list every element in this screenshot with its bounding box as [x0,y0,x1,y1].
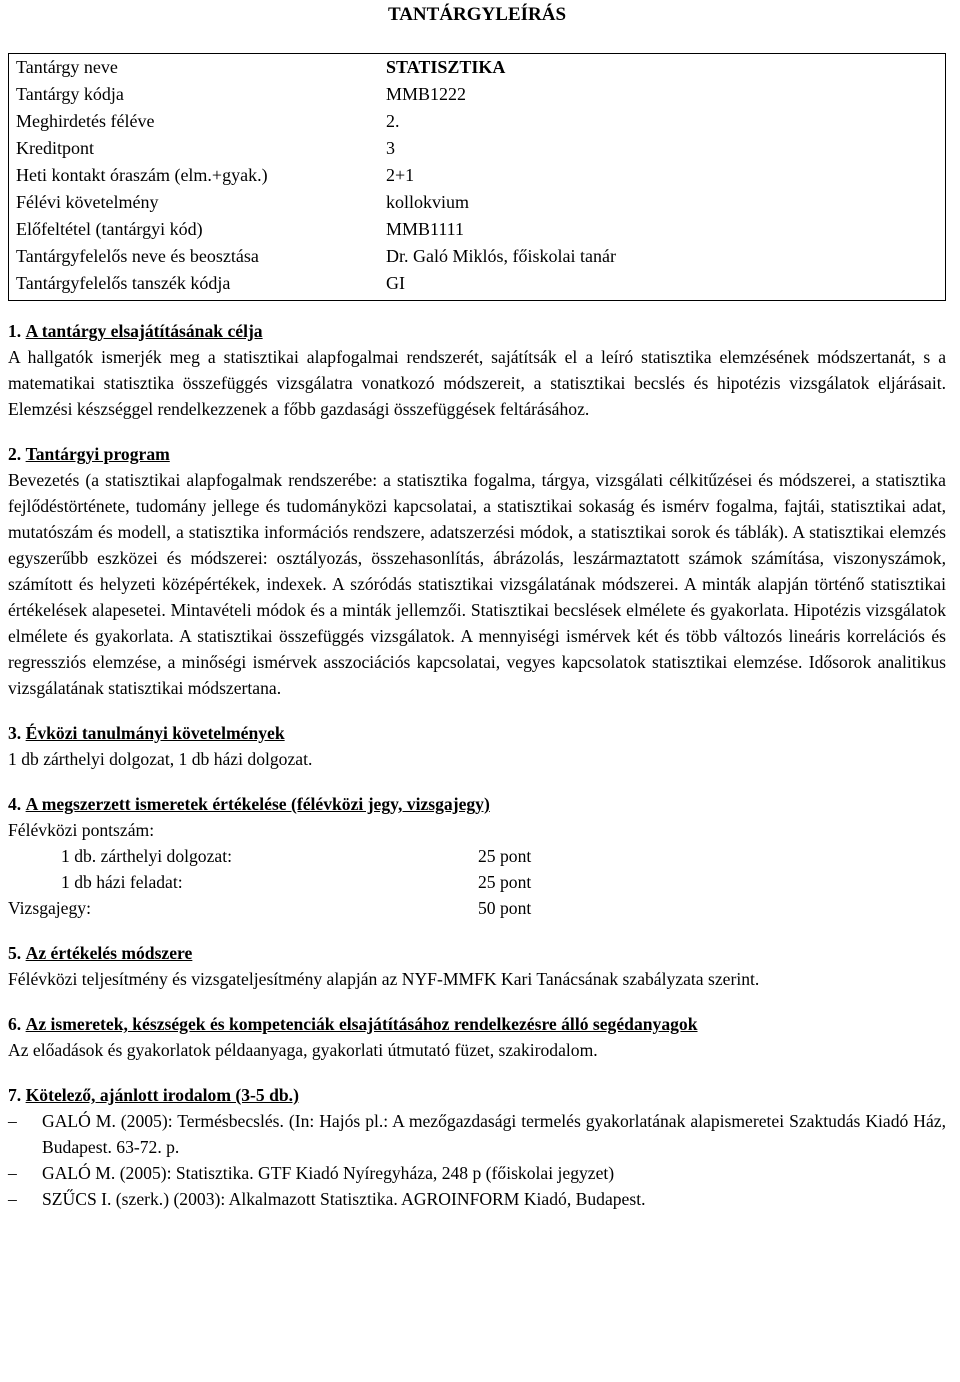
meta-row [16,54,945,81]
meta-row [16,81,945,108]
meta-label: Előfeltétel (tantárgyi kód) [16,219,203,239]
meta-label: Tantárgyfelelős neve és beosztása [16,246,259,266]
section-body: Félévközi teljesítmény és vizsgateljesítmény alapján az NYF-MMFK Kari Tanácsának szabályzata szerint. [8,969,760,989]
meta-row [16,270,945,297]
meta-value: 2. [386,111,400,131]
section-heading [8,441,946,467]
section-number: 1. [8,321,22,341]
meta-value: GI [386,273,405,293]
section-heading [8,791,946,817]
section-number: 4. [8,794,22,814]
section-heading [8,1082,946,1108]
score-label: Vizsgajegy: [8,898,91,918]
section-requirements [8,720,946,772]
section-heading [8,318,946,344]
meta-row [16,162,945,189]
score-value: 25 pont [478,872,532,892]
section-title: Tantárgyi program [25,444,170,464]
meta-value: STATISZTIKA [386,57,506,77]
reference-text: GALÓ M. (2005): Statisztika. GTF Kiadó Nyíregyháza, 248 p (főiskolai jegyzet) [42,1163,615,1183]
meta-row [16,135,945,162]
section-body: 1 db zárthelyi dolgozat, 1 db házi dolgozat. [8,749,313,769]
section-title: A tantárgy elsajátításának célja [25,321,263,341]
assessment-intro: Félévközi pontszám: [8,820,155,840]
section-assessment [8,791,946,921]
section-heading [8,1011,946,1037]
section-body: A hallgatók ismerjék meg a statisztikai alapfogalmai rendszerét, sajátítsák el a leíró statisztika elemzésének módszertanát, s a matematikai statisztika összefüggés vizsgálatra vonatkozó módszereit, a statisztikai becslés és hipotézis vizsgálatok eljárásait. Elemzési készséggel rendelkezzenek a főbb gazdasági összefüggések feltárásához. [8,347,946,419]
section-title: Az értékelés módszere [25,943,193,963]
document-page [8,0,946,1212]
section-number: 2. [8,444,22,464]
dash-bullet: – [8,1163,17,1183]
meta-row [16,189,945,216]
section-number: 7. [8,1085,22,1105]
score-row [8,843,946,869]
meta-value: kollokvium [386,192,470,212]
dash-bullet: – [8,1189,17,1209]
meta-value: 3 [386,138,395,158]
section-literature [8,1082,946,1212]
section-number: 3. [8,723,22,743]
document-title: TANTÁRGYLEÍRÁS [387,4,567,25]
section-method [8,940,946,992]
score-table [8,843,946,921]
subject-info-box [8,53,946,301]
section-body: Az előadások és gyakorlatok példaanyaga, gyakorlati útmutató füzet, szakirodalom. [8,1040,598,1060]
section-title: Az ismeretek, készségek és kompetenciák elsajátításához rendelkezésre álló segédanyagok [25,1014,698,1034]
section-body: Bevezetés (a statisztikai alapfogalmak rendszerébe: a statisztika fogalma, tárgya, vizsgálati célkitűzései és módszerei, a statisztika fejlődéstörténete, tudomány jellege és tudományközi kapcsolatai, a statisztikai sokaság és ismérv fogalma, fajtái, statisztikai adat, mutatószám és modell, a statisztika információs rendszere, adatszerzési módok, a statisztikai sorok és táblák). A statisztikai elemzés egyszerűbb eszközei és módszerei: osztályozás, összehasonlítás, ábrázolás, leszármaztatott számok számítása, viszonyszámok, számított és helyzeti középértékek, indexek. A szóródás statisztikai vizsgálatának módszerei. A minták alapján történő statisztikai értékelések alapesetei. Mintavételi módok és a minták jellemzői. Statisztikai becslések elmélete és gyakorlata. Hipotézis vizsgálatok elmélete és gyakorlata. A statisztikai összefüggés vizsgálatok. A mennyiségi ismérvek két és több változós lineáris korrelációs és regressziós elemzése, a minőségi ismérvek asszociációs kapcsolatai, vegyes kapcsolatok statisztikai elemzése. Idősorok analitikus vizsgálatának statisztikai módszertana. [8,470,946,698]
meta-label: Tantárgy kódja [16,84,124,104]
reference-text: SZŰCS I. (szerk.) (2003): Alkalmazott Statisztika. AGROINFORM Kiadó, Budapest. [42,1189,646,1209]
section-number: 6. [8,1014,22,1034]
meta-label: Heti kontakt óraszám (elm.+gyak.) [16,165,268,185]
section-goal [8,318,946,422]
section-number: 5. [8,943,22,963]
section-title: A megszerzett ismeretek értékelése (félévközi jegy, vizsgajegy) [25,794,490,814]
score-row [8,869,946,895]
list-item [8,1186,946,1212]
meta-value: Dr. Galó Miklós, főiskolai tanár [386,246,616,266]
list-item [8,1108,946,1160]
section-title: Évközi tanulmányi követelmények [25,723,285,743]
section-materials [8,1011,946,1063]
score-label: 1 db. zárthelyi dolgozat: [61,846,232,866]
meta-label: Tantárgyfelelős tanszék kódja [16,273,231,293]
score-value: 50 pont [478,898,532,918]
section-heading [8,720,946,746]
reference-text: GALÓ M. (2005): Termésbecslés. (In: Hajós pl.: A mezőgazdasági termelés gyakorlatának alapismeretei Szaktudás Kiadó Ház, Budapest. 63-72. p. [42,1111,946,1157]
score-label: 1 db házi feladat: [61,872,183,892]
meta-label: Tantárgy neve [16,57,118,77]
section-title: Kötelező, ajánlott irodalom (3-5 db.) [25,1085,299,1105]
meta-row [16,243,945,270]
meta-value: MMB1111 [386,219,465,239]
dash-bullet: – [8,1111,17,1131]
meta-row [16,216,945,243]
meta-value: 2+1 [386,165,415,185]
reference-list [8,1108,946,1212]
score-value: 25 pont [478,846,532,866]
meta-row [16,108,945,135]
list-item [8,1160,946,1186]
meta-label: Félévi követelmény [16,192,159,212]
score-row [8,895,946,921]
section-heading [8,940,946,966]
meta-label: Meghirdetés féléve [16,111,155,131]
meta-value: MMB1222 [386,84,467,104]
meta-label: Kreditpont [16,138,94,158]
section-program [8,441,946,701]
